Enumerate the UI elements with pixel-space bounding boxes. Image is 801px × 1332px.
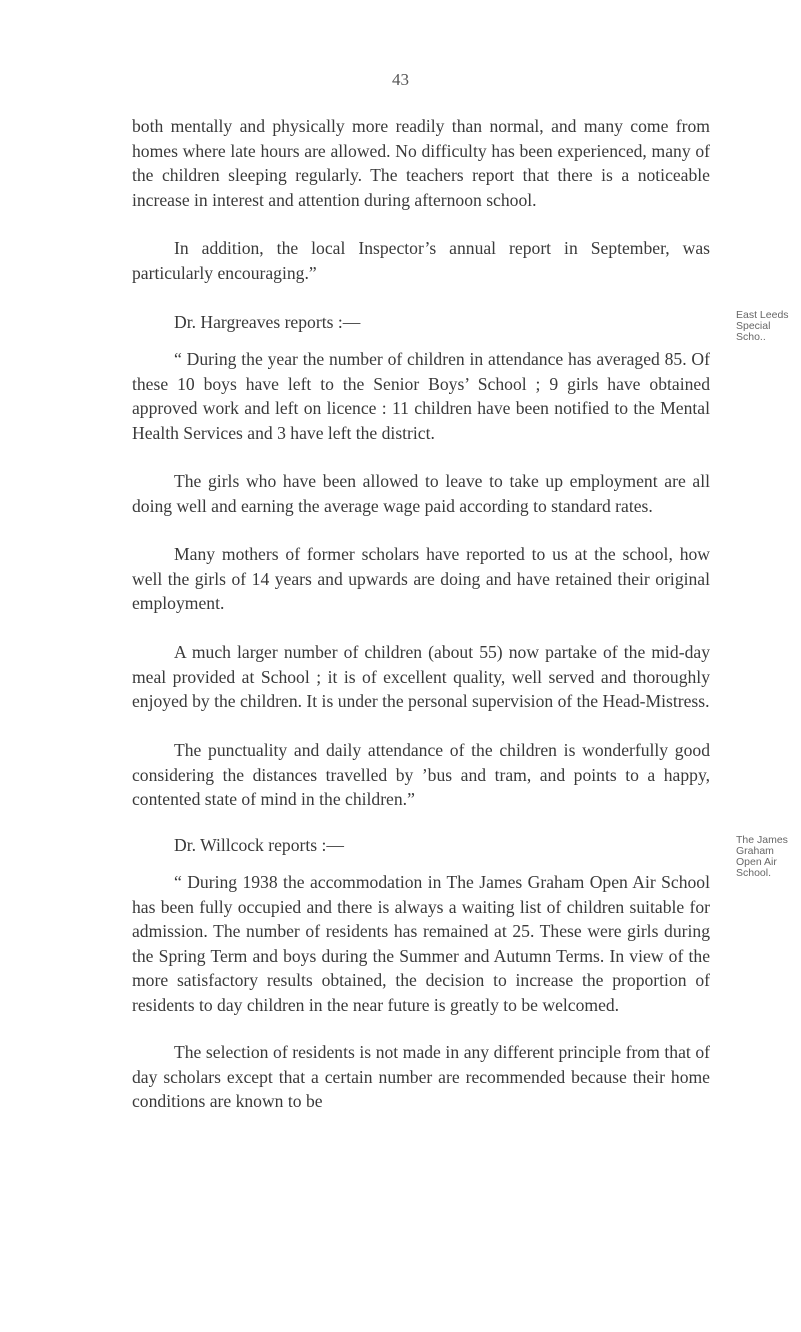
heading-dr-willcock: Dr. Willcock reports :— [174,835,344,855]
paragraph-mid-day-meal: A much larger number of children (about 55) now partake of the mid-day meal provided at School ; it is of excellent quality, well served and thoroughly enjoyed by the children. It is under the personal supervision of the Head-Mistress. [132,642,710,712]
paragraph-selection: The selection of residents is not made in any different principle from that of day scholars except that a certain number are recommended because their home conditions are known to be [132,1042,710,1112]
paragraph-inspector-report: In addition, the local Inspector’s annual report in September, was particularly encouraging.” [132,238,710,283]
paragraph-accommodation: “ During 1938 the accommodation in The James Graham Open Air School has been fully occupied and there is always a waiting list of children suitable for admission. The number of residents has remained at 25. These were girls during the Spring Term and boys during the Summer and Autumn Terms. In view of the more satisfactory results obtained, the decision to increase the proportion of residents to day children in the near future is greatly to be welcomed. [132,872,710,1015]
paragraph-mothers: Many mothers of former scholars have reported to us at the school, how well the girls of 14 years and upwards are doing and have retained their original employment. [132,544,710,614]
margin-note-james-graham: The James Graham Open Air School. [736,834,788,879]
paragraph-attendance: “ During the year the number of children in attendance has averaged 85. Of these 10 boys have left to the Senior Boys’ School ; 9 girls have obtained approved work and left on licence : 11 children have been notified to the Mental Health Services and 3 have left the district. [132,349,710,443]
paragraph-girls-employment: The girls who have been allowed to leave to take up employment are all doing well and earning the average wage paid according to standard rates. [132,471,710,516]
heading-dr-hargreaves: Dr. Hargreaves reports :— [174,312,361,332]
margin-note-east-leeds: East Leeds Special Scho.. [736,309,789,343]
page-number: 43 [392,70,409,89]
paragraph-continued: both mentally and physically more readily than normal, and many come from homes where late hours are allowed. No difficulty has been experienced, many of the children sleeping regularly. The teachers report that there is a noticeable increase in interest and attention during afternoon school. [132,116,710,210]
paragraph-punctuality: The punctuality and daily attendance of the children is wonderfully good considering the distances travelled by ’bus and tram, and points to a happy, contented state of mind in the children.” [132,740,710,810]
